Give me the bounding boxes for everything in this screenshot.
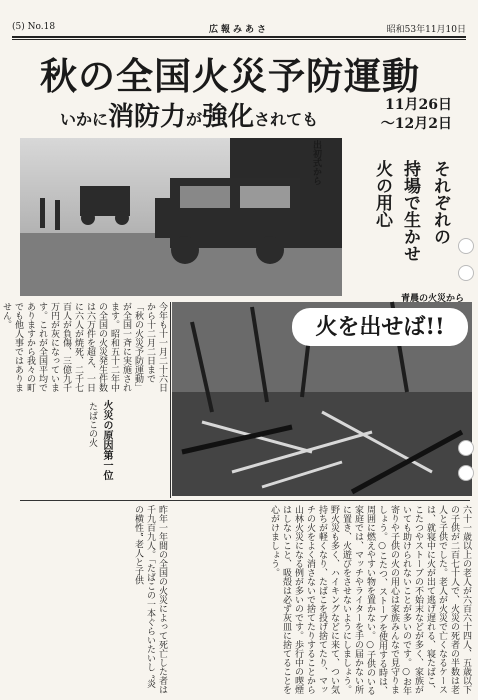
vertical-headline-1: それぞれの [430,160,450,245]
section2-subheading: 老人と子供 [133,539,143,585]
publication-name: 広報みあさ [208,25,269,35]
article-divider [20,500,470,501]
article-intro: 今年も十一月二十六日から十二月二日まで「秋の火災予防運動」が全国一斉に実施されます。昭和五十二年中の全国の火災発生件数は六万件を超え、一日に六人が焼死、二千七百人が負傷、三億九千万円が灰になっています。これが全国平均でありますから我々の町でも他人事ではありません。 [1,302,167,392]
section1-subheading: たばこの火 [87,402,97,447]
binder-hole [458,265,474,281]
section1-heading: 火災の原因第一位 [101,400,112,480]
header-rule [12,36,466,38]
vertical-headline-2: 持場で生かせ [400,160,420,262]
fire-truck-photo [20,138,342,296]
sub-headline: いかに消防力が強化されても [60,102,319,132]
campaign-dates [381,96,452,134]
binder-hole [458,238,474,254]
binder-hole [458,465,474,481]
section1-body: 昨年一年間の全国の火災によって死亡した者は千九百九人。「たばこの一本ぐらいたいし “炎の横性” 老人と子供 [133,505,167,694]
photo2-overlay-headline: 火を出せば!! [292,308,468,346]
date-to: 〜12月2日 [380,116,452,132]
photo2-caption: 青晨の火災から [400,294,464,304]
binder-hole [458,440,474,456]
section2-body: 六十一歳以上の老人が六百六十四人、五歳以下の子供が二百七十人で、火災の死者の半数は老人と子供でした。老人が火災で亡くなるケースは、就寝中に火が出て逃げ遅れる、寝たばこ、こたつやストーブの不始末などが多く、家族がいても助けられないことが多いのです。○お年寄りや子供の火の用心は家族みんなで見守りましょう。○こたつ、ストーブを使用する時は、周囲に燃えやすい物を置かない。○子供のいる家庭では、マッチやライターを手の届かない所に置き、火遊びをさせないようにしましょう。 野火災も多く、ハイキングなどに来て、つい気持ちが軽くなり、たばこを投げ捨てたり、マッチの火をよく消さないで捨てたりすることから山林火災になる例が多いのです。歩行中の喫煙はしないこと、吸殻は必ず灰皿に捨てることを心がけましょう。 [269,505,471,695]
page-header [12,22,466,36]
date-from: 11月26日 [385,97,452,113]
vertical-headline-3: 火の用心 [372,160,392,228]
issue-date: 昭和53年11月10日 [386,25,466,35]
column-divider [170,302,171,498]
photo1-caption: 出初式から [311,140,321,185]
main-headline: 秋の全国火災予防運動 [40,54,420,98]
header-rule-thin [12,39,466,40]
section2-heading: “炎の横性” [133,505,155,688]
page-number: (5) No.18 [12,22,56,32]
